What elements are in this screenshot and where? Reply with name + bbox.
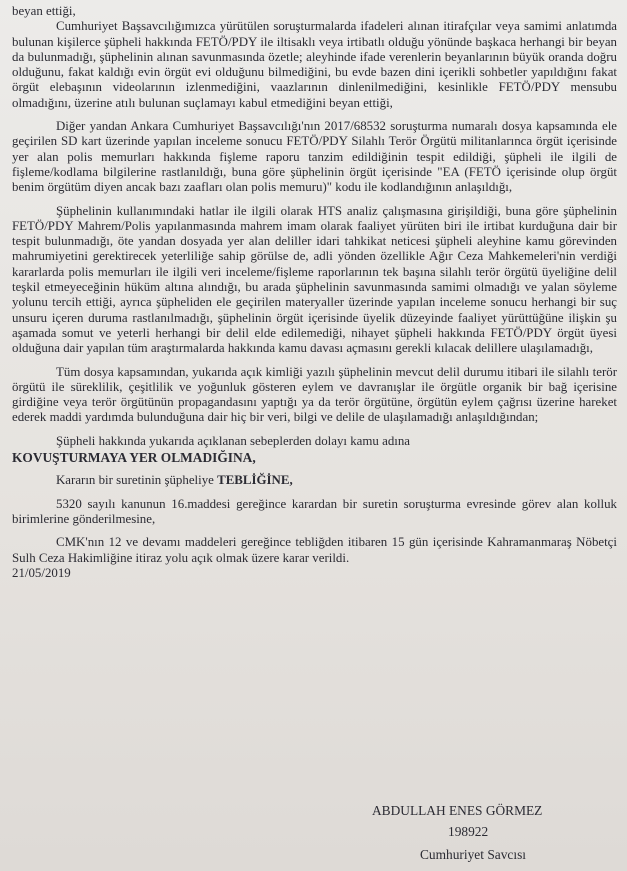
prosecutor-name: ABDULLAH ENES GÖRMEZ bbox=[372, 803, 543, 818]
paragraph-sd-card-findings: Diğer yandan Ankara Cumhuriyet Başsavcılığı'nın 2017/68532 soruşturma numaralı dosya kapsamında ele geçirilen SD kart üzerinde yapılan inceleme sonucu FETÖ/PDY Silahlı Terör Örgütü militanlarınca örgüt içerisinde yer alan polis memurları hakkında fişleme raporu tanzim edildiğinin tespit edildiği, şüpheli ile ilgili de fişleme/kodlama bilgilerine rastlanıldığı, buna göre şüphelinin örgüt içerisinde "EA (FETÖ içerisinde olup örgüt benim örgütüm diyen ancak bazı zaafları olan polis memuru)" kodu ile kodlandığının anlaşıldığı, bbox=[12, 119, 617, 195]
paragraph-closing-fragment: beyan ettiği, bbox=[12, 4, 76, 18]
decision-date: 21/05/2019 bbox=[12, 565, 71, 580]
paragraph-law-5320: 5320 sayılı kanunun 16.maddesi gereğince karardan bir suretin soruşturma evresinde görev alan kolluk birimlerine gönderilmesine, bbox=[12, 496, 617, 526]
prosecutor-registry-number: 198922 bbox=[448, 824, 489, 839]
paragraph-testimonies: Cumhuriyet Başsavcılığımızca yürütülen soruşturmalarda ifadeleri alınan itirafçılar veya samimi anlatımda bulunan kişilerce şüpheli hakkında FETÖ/PDY ile iltisaklı veya irtibatlı olduğu yönünde başkaca herhangi bir beyan da bulunmadığı, şüphelinin alınan savunmasında özetle; aleyhinde ifade verenlerin beyanlarının büyük oranda doğru olduğunu, fakat kaldığı evin örgüt evi olduğunu bilmediğini, bu evde bazen dini içerikli sohbetler yapıldığını fakat örgüt elebaşının videolarının izlenmediğini, vaazlarının dinlenilmediğini, kesinlikle FETÖ/PDY mensubu olmadığını, üzerine atılı bulunan suçlamayı kabul etmediğini beyan ettiği, bbox=[12, 19, 617, 110]
decision-heading: KOVUŞTURMAYA YER OLMADIĞINA, bbox=[12, 450, 256, 466]
paragraph-conclusion: Tüm dosya kapsamından, yukarıda açık kimliği yazılı şüphelinin mevcut delil durumu itibari ile silahlı terör örgütü ile süreklilik, çeşitlilik ve yoğunluk gösteren eylem ve davranışlar ile örgütle organik bir bağ içerisine girdiğine veya terör örgütünün propagandasını yaptığı ya da terör örgütüne, örgütün eylem çağrısı üzerine hareket ederek maddi yardımda bulunduğuna dair hiç bir veri, bilgi ve delile de ulaşılamadığı anlaşıldığından; bbox=[12, 364, 617, 425]
prosecutor-title: Cumhuriyet Savcısı bbox=[420, 847, 527, 862]
paragraph-objection: CMK'nın 12 ve devamı maddeleri gereğince tebliğden itibaren 15 gün içerisinde Kahramanmaraş Nöbetçi Sulh Ceza Hakimliğine itiraz yolu açık olmak üzere karar verildi. bbox=[12, 535, 617, 565]
notification-bold: TEBLİĞİNE, bbox=[217, 473, 293, 488]
notification-text: Kararın bir suretinin şüpheliye bbox=[56, 473, 218, 488]
paragraph-hts-analysis: Şüphelinin kullanımındaki hatlar ile ilgili olarak HTS analiz çalışmasına girişildiği, buna göre şüphelinin FETÖ/PDY Mahrem/Polis yapılanmasında mahrem imam olarak faaliyet yürüten biri ile irtibat kurduğuna dair bir tespit bulunmadığı, öte yandan dosyada yer alan deliller idari tahkikat neticesi şüpheli aleyhine kamu görevinden mahrumiyetini gerektirecek yeterliliğe sahip görülse de, adli yönden özellikle Ağır Ceza Mahkemeleri'nin verdiği kararlarda polis memurları ile ilgili veri inceleme/fişleme raporlarının tek başına silahlı terör örgütü üyeliğine delil teşkil etmeyeceğinin hüküm altına alındığı, bu arada şüphelinin savunmasında samimi olmadığı ve yalan söyleme yolunu tercih ettiği, ayrıca şüpheliden ele geçirilen materyaller üzerinde yapılan inceleme sonucu herhangi bir suç unsuru içeren duruma rastlanılmadığı, şüphelinin örgüt içerisinde üyelik düzeyinde faaliyet yürüttüğüne ilişkin şu aşamada somut ve yeterli herhangi bir delil elde edilemediği, nihayet şüpheli hakkında FETÖ/PDY örgüt üyesi olduğuna dair yapılan tüm araştırmalarda hakkında kamu davası açmasını gerekli kılacak delillere ulaşılamadığı, bbox=[12, 203, 617, 356]
paragraph-on-behalf: Şüpheli hakkında yukarıda açıklanan sebeplerden dolayı kamu adına bbox=[56, 433, 411, 448]
paragraph-notification bbox=[12, 473, 617, 488]
